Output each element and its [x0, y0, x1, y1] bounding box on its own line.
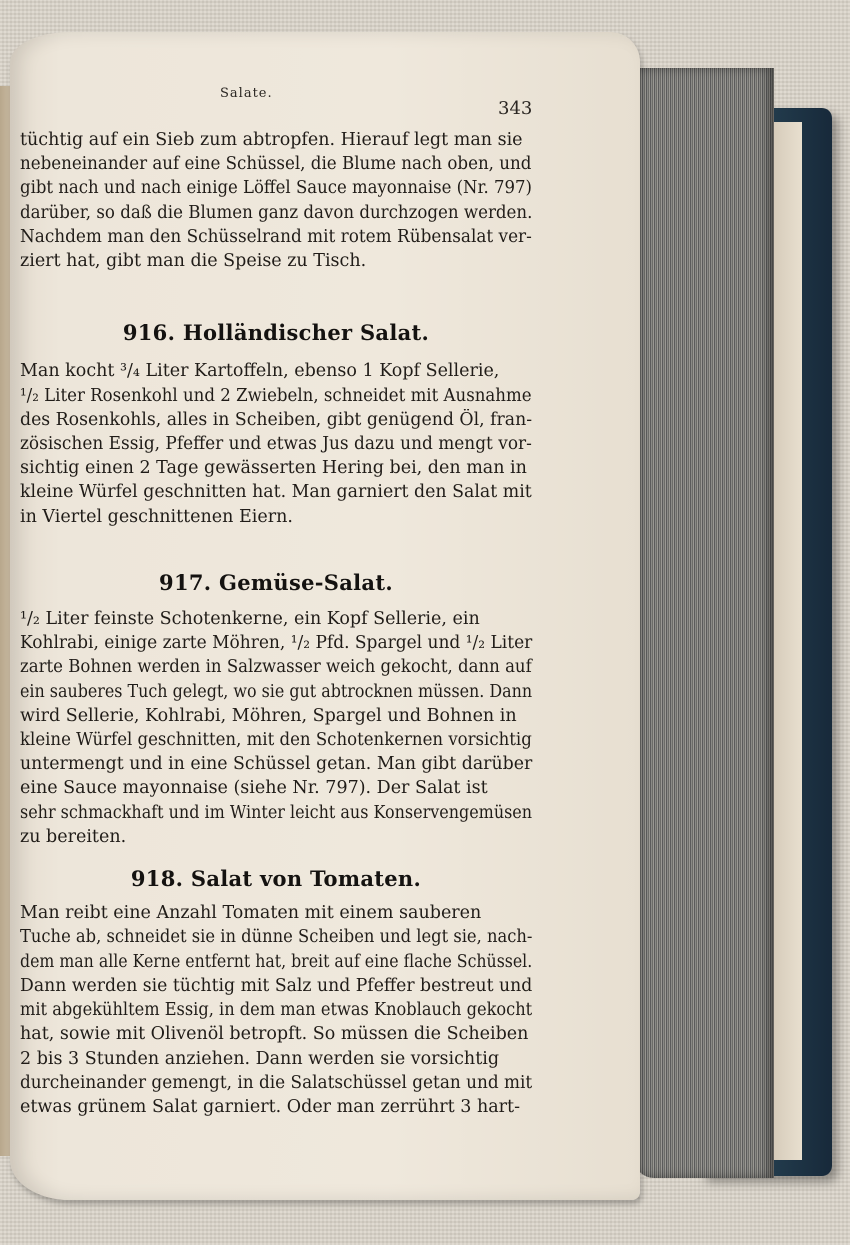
text-line: sehr schmackhaft und im Winter leicht aus Konservengemüsen: [20, 802, 533, 823]
text-line: untermengt und in eine Schüssel getan. Man gibt darüber: [20, 754, 533, 775]
continuation-paragraph: [20, 128, 532, 273]
text-line: zösischen Essig, Pfeffer und etwas Jus dazu und mengt vor-: [20, 434, 532, 455]
text-line: darüber, so daß die Blumen ganz davon durchzogen werden.: [20, 202, 533, 223]
text-line: wird Sellerie, Kohlrabi, Möhren, Spargel und Bohnen in: [20, 705, 517, 726]
text-line: durcheinander gemengt, in die Salatschüssel getan und mit: [20, 1072, 533, 1093]
text-line: ¹/₂ Liter feinste Schotenkerne, ein Kopf Sellerie, ein: [20, 609, 480, 630]
text-line: nebeneinander auf eine Schüssel, die Blume nach oben, und: [20, 154, 532, 175]
text-line: des Rosenkohls, alles in Scheiben, gibt genügend Öl, fran-: [20, 409, 533, 430]
page-edges: [634, 68, 774, 1178]
recipe-text-917: [20, 607, 532, 849]
text-line: Dann werden sie tüchtig mit Salz und Pfeffer bestreut und: [20, 975, 533, 996]
text-line: ein sauberes Tuch gelegt, wo sie gut abtrocknen müssen. Dann: [20, 681, 533, 702]
text-line: mit abgekühltem Essig, in dem man etwas Knoblauch gekocht: [20, 1000, 533, 1021]
text-line: tüchtig auf ein Sieb zum abtropfen. Hierauf legt man sie: [20, 130, 523, 150]
text-line: ziert hat, gibt man die Speise zu Tisch.: [20, 251, 367, 272]
text-line: Man reibt eine Anzahl Tomaten mit einem sauberen: [20, 903, 482, 924]
text-line: Kohlrabi, einige zarte Möhren, ¹/₂ Pfd. Spargel und ¹/₂ Liter: [20, 633, 533, 654]
text-line: kleine Würfel geschnitten, mit den Schotenkernen vorsichtig: [20, 730, 532, 751]
text-line: etwas grünem Salat garniert. Oder man zerrührt 3 hart-: [20, 1096, 520, 1117]
text-line: in Viertel geschnittenen Eiern.: [20, 506, 293, 527]
text-line: Nachdem man den Schüsselrand mit rotem Rübensalat ver-: [20, 226, 532, 247]
recipe-title-916: 916. Holländischer Salat.: [122, 320, 430, 346]
text-line: Tuche ab, schneidet sie in dünne Scheiben und legt sie, nach-: [20, 927, 533, 948]
recipe-title-917: 917. Gemüse-Salat.: [159, 569, 393, 595]
page-body: [20, 128, 532, 1119]
recipe-title-918: 918. Salat von Tomaten.: [130, 866, 422, 892]
text-line: dem man alle Kerne entfernt hat, breit auf eine flache Schüssel.: [20, 951, 533, 972]
text-line: zu bereiten.: [20, 826, 127, 847]
text-line: kleine Würfel geschnitten hat. Man garniert den Salat mit: [20, 482, 532, 503]
text-line: zarte Bohnen werden in Salzwasser weich gekocht, dann auf: [20, 657, 532, 678]
recipe-text-918: [20, 901, 532, 1119]
text-line: Man kocht ³/₄ Liter Kartoffeln, ebenso 1 Kopf Sellerie,: [20, 361, 500, 382]
text-line: ¹/₂ Liter Rosenkohl und 2 Zwiebeln, schneidet mit Ausnahme: [20, 385, 532, 406]
text-line: gibt nach und nach einige Löffel Sauce mayonnaise (Nr. 797): [20, 178, 532, 199]
recipe-text-916: [20, 359, 532, 528]
running-head: Salate.: [220, 86, 273, 101]
page-number: 343: [498, 98, 533, 119]
text-line: hat, sowie mit Olivenöl betropft. So müssen die Scheiben: [20, 1024, 529, 1045]
book-page: [10, 32, 640, 1200]
text-line: eine Sauce mayonnaise (siehe Nr. 797). Der Salat ist: [20, 778, 488, 799]
text-line: 2 bis 3 Stunden anziehen. Dann werden sie vorsichtig: [20, 1048, 500, 1069]
text-line: sichtig einen 2 Tage gewässerten Hering bei, den man in: [20, 458, 527, 479]
